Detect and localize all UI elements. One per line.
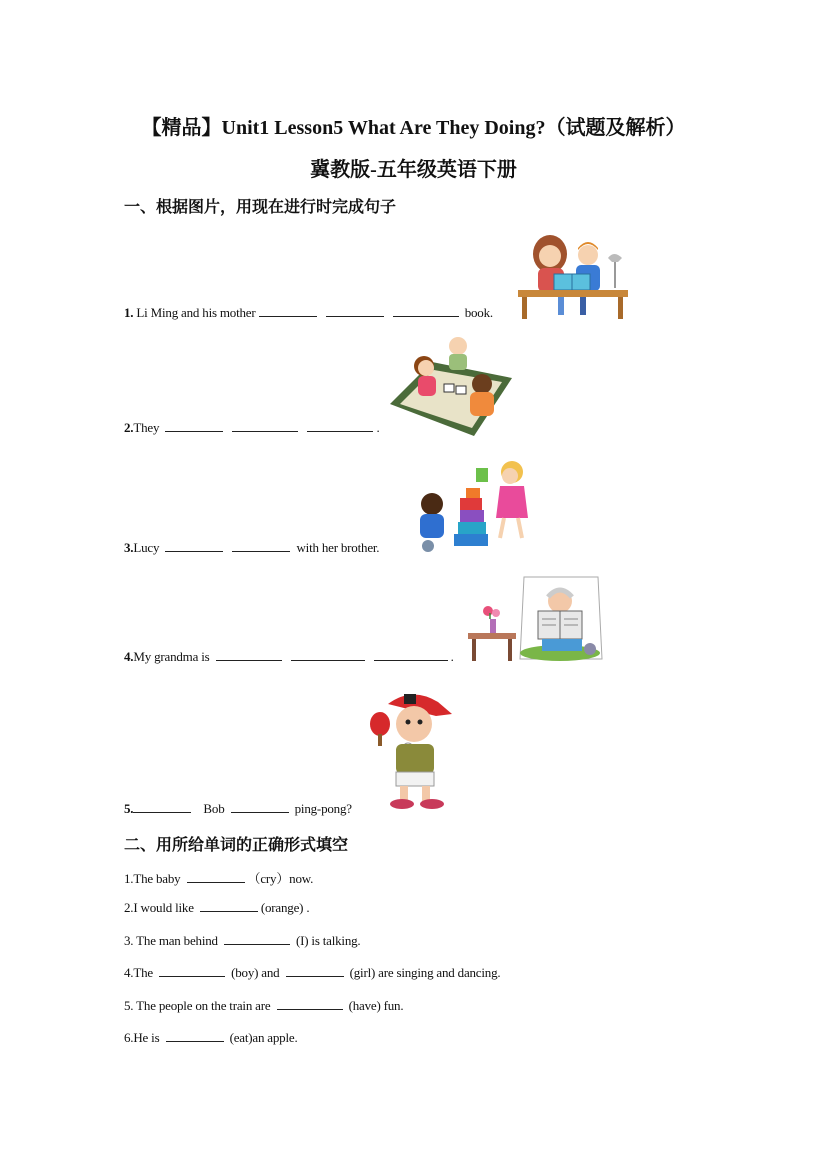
- question-text: (I) is talking.: [295, 933, 361, 948]
- question-number: 3.: [124, 540, 134, 555]
- ping-pong-boy-illustration: [366, 688, 458, 812]
- answer-blank[interactable]: [216, 650, 282, 661]
- answer-blank[interactable]: [165, 541, 223, 552]
- question-text: My grandma is: [133, 649, 210, 664]
- s2-question-3: [124, 933, 360, 949]
- question-text: (eat)an apple.: [229, 1030, 298, 1045]
- question-text: Lucy: [133, 540, 160, 555]
- question-text: 3. The man behind: [124, 933, 218, 948]
- answer-blank[interactable]: [307, 421, 373, 432]
- question-text: .: [376, 420, 380, 435]
- reading-illustration: [518, 228, 630, 320]
- question-text: （cry）now.: [247, 871, 314, 886]
- answer-blank[interactable]: [232, 541, 290, 552]
- answer-blank[interactable]: [159, 966, 225, 977]
- question-text: ping-pong?: [294, 801, 352, 816]
- answer-blank[interactable]: [232, 421, 298, 432]
- question-text: 2.I would like: [124, 900, 194, 915]
- question-text: They: [133, 420, 160, 435]
- answer-blank[interactable]: [231, 802, 289, 813]
- question-text: (boy) and: [231, 965, 280, 980]
- answer-blank[interactable]: [277, 999, 343, 1010]
- question-number: 1.: [124, 305, 134, 320]
- answer-blank[interactable]: [291, 650, 365, 661]
- question-text: (have) fun.: [348, 998, 404, 1013]
- answer-blank[interactable]: [187, 872, 245, 883]
- question-text: Bob: [203, 801, 225, 816]
- question-text: 4.The: [124, 965, 153, 980]
- section-2-heading: 二、用所给单词的正确形式填空: [124, 837, 349, 854]
- question-text: 5. The people on the train are: [124, 998, 271, 1013]
- question-text: 1.The baby: [124, 871, 181, 886]
- s2-question-2: [124, 900, 309, 916]
- answer-blank[interactable]: [326, 306, 384, 317]
- s1-question-2: [124, 420, 380, 436]
- answer-blank[interactable]: [200, 901, 258, 912]
- question-text: Li Ming and his mother: [136, 305, 256, 320]
- question-number: 2.: [124, 420, 134, 435]
- s2-question-4: [124, 965, 500, 981]
- answer-blank[interactable]: [165, 421, 223, 432]
- question-text: (girl) are singing and dancing.: [349, 965, 501, 980]
- s1-question-1: [124, 305, 493, 321]
- building-blocks-illustration: [414, 458, 538, 554]
- s1-question-5: [124, 801, 352, 817]
- question-number: 5.: [124, 801, 134, 816]
- grandma-newspaper-illustration: [466, 575, 606, 665]
- section-1-heading: 一、根据图片，用现在进行时完成句子: [124, 199, 397, 216]
- answer-blank[interactable]: [259, 306, 317, 317]
- answer-blank[interactable]: [166, 1031, 224, 1042]
- document-title: 【精品】Unit1 Lesson5 What Are They Doing?（试题及解析）: [141, 117, 686, 139]
- answer-blank[interactable]: [133, 802, 191, 813]
- answer-blank[interactable]: [393, 306, 459, 317]
- question-text: book.: [464, 305, 493, 320]
- s1-question-3: [124, 540, 379, 556]
- s2-question-5: [124, 998, 403, 1014]
- question-text: with her brother.: [296, 540, 380, 555]
- question-text: (orange) .: [260, 900, 310, 915]
- answer-blank[interactable]: [224, 934, 290, 945]
- s2-question-1: [124, 868, 313, 887]
- document-subtitle: 冀教版-五年级英语下册: [310, 159, 517, 181]
- question-number: 4.: [124, 649, 134, 664]
- card-game-illustration: [388, 332, 514, 438]
- question-text: 6.He is: [124, 1030, 160, 1045]
- s2-question-6: [124, 1030, 298, 1046]
- s1-question-4: [124, 649, 454, 665]
- answer-blank[interactable]: [286, 966, 344, 977]
- answer-blank[interactable]: [374, 650, 448, 661]
- question-text: .: [450, 649, 454, 664]
